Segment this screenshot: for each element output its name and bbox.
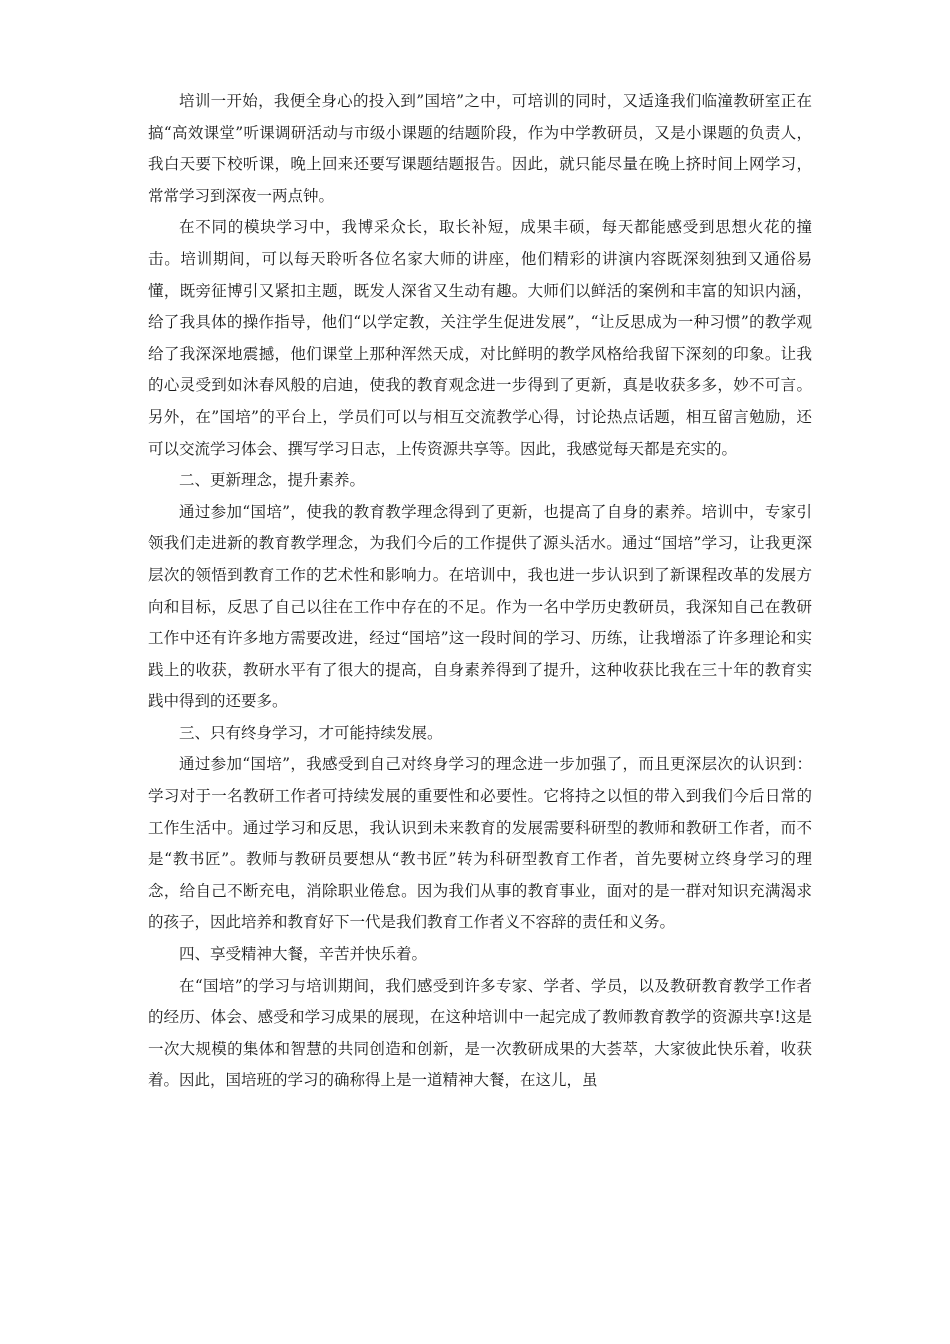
paragraph-training-start: 培训一开始，我便全身心的投入到”国培”之中，可培训的同时，又适逢我们临潼教研室正在搞“高效课堂”听课调研活动与市级小课题的结题阶段，作为中学教研员，又是小课题的负责人，我白天要下校听课，晚上回来还要写课题结题报告。因此，就只能尽量在晚上挤时间上网学习，常常学习到深夜一两点钟。 [148, 92, 812, 205]
paragraph-spiritual-feast: 在“国培”的学习与培训期间，我们感受到许多专家、学者、学员，以及教研教育教学工作者的经历、体会、感受和学习成果的展现，在这种培训中一起完成了教师教育教学的资源共享!这是一次大规模的集体和智慧的共同创造和创新，是一次教研成果的大荟萃，大家彼此快乐着，收获着。因此，国培班的学习的确称得上是一道精神大餐，在这儿，虽 [148, 976, 812, 1090]
paragraph-module-learning: 在不同的模块学习中，我博采众长，取长补短，成果丰硕，每天都能感受到思想火花的撞击。培训期间，可以每天聆听各位名家大师的讲座，他们精彩的讲演内容既深刻独到又通俗易懂，既旁征博引又紧扣主题，既发人深省又生动有趣。大师们以鲜活的案例和丰富的知识内涵，给了我具体的操作指导，他们“以学定教，关注学生促进发展”，“让反思成为一种习惯”的教学观给了我深深地震撼，他们课堂上那种浑然天成，对比鲜明的教学风格给我留下深刻的印象。让我的心灵受到如沐春风般的启迪，使我的教育观念进一步得到了更新，真是收获多多，妙不可言。另外，在”国培”的平台上，学员们可以与相互交流教学心得，讨论热点话题，相互留言勉励，还可以交流学习体会、撰写学习日志，上传资源共享等。因此，我感觉每天都是充实的。 [148, 218, 812, 458]
paragraph-update-concepts: 通过参加“国培”，使我的教育教学理念得到了更新，也提高了自身的素养。培训中，专家引领我们走进新的教育教学理念，为我们今后的工作提供了源头活水。通过“国培”学习，让我更深层次的领悟到教育工作的艺术性和影响力。在培训中，我也进一步认识到了新课程改革的发展方向和目标，反思了自己以往在工作中存在的不足。作为一名中学历史教研员，我深知自己在教研工作中还有许多地方需要改进，经过“国培”这一段时间的学习、历练，让我增添了许多理论和实践上的收获，教研水平有了很大的提高，自身素养得到了提升，这种收获比我在三十年的教育实践中得到的还要多。 [148, 502, 812, 711]
document-page [148, 86, 812, 1097]
section-heading-spiritual-feast: 四、享受精神大餐，辛苦并快乐着。 [179, 945, 428, 964]
section-heading-lifelong-learning: 三、只有终身学习，才可能持续发展。 [179, 723, 443, 742]
section-heading-update-concepts: 二、更新理念，提升素养。 [179, 471, 366, 490]
paragraph-lifelong-learning: 通过参加“国培”，我感受到自己对终身学习的理念进一步加强了，而且更深层次的认识到：学习对于一名教研工作者可持续发展的重要性和必要性。它将持之以恒的带入到我们今后日常的工作生活中。通过学习和反思，我认识到未来教育的发展需要科研型的教师和教研工作者，而不是“教书匠”。教师与教研员要想从“教书匠”转为科研型教育工作者，首先要树立终身学习的理念，给自己不断充电，消除职业倦怠。因为我们从事的教育事业，面对的是一群对知识充满渴求的孩子，因此培养和教育好下一代是我们教育工作者义不容辞的责任和义务。 [148, 755, 812, 932]
